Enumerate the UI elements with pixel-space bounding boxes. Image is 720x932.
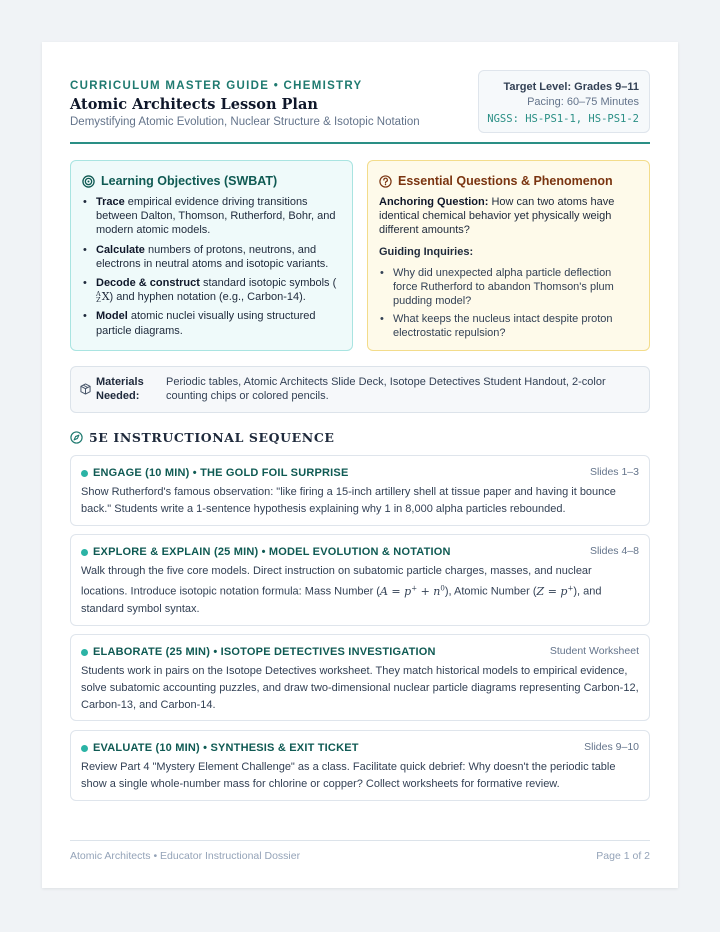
objective-text: ) and hyphen notation (e.g., Carbon-14). xyxy=(109,291,306,304)
objectives-list xyxy=(82,195,341,338)
materials-text: Periodic tables, Atomic Architects Slide Deck, Isotope Detectives Student Handout, 2-color counting chips or colored pencils. xyxy=(166,376,606,403)
formula-symbol: n xyxy=(433,584,441,598)
question-icon xyxy=(379,175,392,188)
anchoring-label: Anchoring Question: xyxy=(379,196,489,208)
objective-text: standard isotopic symbols ( xyxy=(199,277,337,290)
essential-questions-card xyxy=(367,160,650,351)
step-title: EXPLORE & EXPLAIN (25 MIN) • MODEL EVOLUTION & NOTATION xyxy=(93,546,451,558)
formula-symbol: A xyxy=(379,584,388,598)
page-footer xyxy=(70,840,650,864)
formula-symbol: p xyxy=(404,584,412,598)
step-reference: Slides 9–10 xyxy=(584,741,639,753)
compass-icon xyxy=(70,431,83,444)
list-item xyxy=(82,243,341,271)
step-body-text: ), and standard symbol syntax. xyxy=(81,585,602,615)
objective-text: atomic nuclei visually using structured particle diagrams. xyxy=(96,310,316,337)
objective-verb: Trace xyxy=(96,196,125,208)
step-title: ENGAGE (10 MIN) • THE GOLD FOIL SURPRISE xyxy=(93,467,349,479)
list-item xyxy=(82,195,341,238)
guiding-list xyxy=(379,266,638,341)
questions-heading xyxy=(379,172,638,190)
materials-box xyxy=(70,366,650,413)
target-level: Target Level: Grades 9–11 xyxy=(503,81,639,93)
page-number: Page 1 of 2 xyxy=(596,850,650,862)
objectives-heading-text: Learning Objectives (SWBAT) xyxy=(101,174,278,188)
target-info-box xyxy=(478,70,650,133)
guiding-label: Guiding Inquiries: xyxy=(379,245,474,258)
step-dot xyxy=(81,649,88,656)
materials-label-line1: Materials xyxy=(96,376,144,388)
formula-operator: + xyxy=(417,584,434,598)
eyebrow-label: CURRICULUM MASTER GUIDE • CHEMISTRY xyxy=(70,80,363,92)
sequence-heading xyxy=(70,428,335,446)
materials-label xyxy=(96,375,144,403)
overview-cards xyxy=(70,160,650,351)
isotope-numbers xyxy=(96,291,101,303)
objective-verb: Calculate xyxy=(96,243,145,256)
list-item xyxy=(82,276,341,304)
objective-verb: Model xyxy=(96,310,128,323)
step-header xyxy=(81,544,639,560)
list-item: • What keeps the nucleus intact despite proton electrostatic repulsion? xyxy=(379,312,638,340)
formula-operator: = xyxy=(544,584,561,598)
objective-text: empirical evidence driving transitions between Dalton, Thomson, Rutherford, Bohr, and modern atomic models. xyxy=(96,196,336,237)
list-item: • Why did unexpected alpha particle deflection force Rutherford to abandon Thomson's plum pudding model? xyxy=(379,266,638,309)
materials-label-line2: Needed: xyxy=(96,390,140,402)
step-body: Review Part 4 "Mystery Element Challenge" as a class. Facilitate quick debrief: Why doesn't the periodic table show a single whole-number mass for chlorine or copper? Collect worksheets for formative review. xyxy=(81,761,616,790)
pacing: Pacing: 60–75 Minutes xyxy=(527,96,639,108)
step-dot xyxy=(81,745,88,752)
formula-operator: = xyxy=(387,584,405,598)
atomic-number-formula xyxy=(537,585,574,598)
learning-objectives-card xyxy=(70,160,353,351)
page-title: Atomic Architects Lesson Plan xyxy=(70,96,318,113)
mass-number: A xyxy=(96,290,101,299)
footer-left: Atomic Architects • Educator Instructional Dossier xyxy=(70,850,301,862)
objective-verb: Decode & construct xyxy=(96,277,200,290)
step-dot xyxy=(81,549,88,556)
box-icon xyxy=(80,383,91,395)
step-explore-explain xyxy=(70,534,650,626)
element-symbol: X xyxy=(101,290,110,304)
step-body xyxy=(81,563,639,618)
ngss-standards: NGSS: HS-PS1-1, HS-PS1-2 xyxy=(487,113,639,125)
step-title: EVALUATE (10 MIN) • SYNTHESIS & EXIT TICKET xyxy=(93,742,359,754)
step-engage xyxy=(70,455,650,526)
questions-heading-text: Essential Questions & Phenomenon xyxy=(398,174,613,188)
formula-symbol: p xyxy=(560,584,568,598)
step-reference: Student Worksheet xyxy=(549,645,639,657)
step-title: ELABORATE (25 MIN) • ISOTOPE DETECTIVES INVESTIGATION xyxy=(93,646,436,658)
page-subtitle: Demystifying Atomic Evolution, Nuclear Structure & Isotopic Notation xyxy=(70,116,420,128)
sequence-heading-text: 5E INSTRUCTIONAL SEQUENCE xyxy=(89,429,335,445)
formula-superscript: + xyxy=(411,584,418,592)
list-item xyxy=(82,309,341,337)
step-body: Students work in pairs on the Isotope Detectives worksheet. They match historical models to empirical evidence, solve subatomic accounting puzzles, and draw two-dimensional nuclear particle diagrams representing Carbon-12, Carbon-13, and Carbon-14. xyxy=(81,665,639,711)
objectives-heading xyxy=(82,172,341,190)
mass-number-formula xyxy=(380,585,445,598)
step-header xyxy=(81,740,639,756)
page-header xyxy=(70,70,650,144)
step-elaborate xyxy=(70,634,650,721)
step-header xyxy=(81,465,639,481)
atomic-number: Z xyxy=(96,296,101,305)
step-body-text: Walk through the five core models. Direct instruction on subatomic particle charges, masses, and nuclear locations. Introduce isotopic notation formula: Mass Number ( xyxy=(81,565,592,598)
anchoring-question xyxy=(379,195,638,238)
page-content xyxy=(70,70,650,862)
step-reference: Slides 4–8 xyxy=(589,545,639,557)
objective-text: numbers of protons, neutrons, and electrons in neutral atoms and isotopic variants. xyxy=(96,243,329,270)
step-body-text: ), Atomic Number ( xyxy=(444,585,537,598)
formula-superscript: + xyxy=(567,584,574,592)
formula-symbol: Z xyxy=(536,584,545,598)
step-evaluate xyxy=(70,730,650,801)
isotope-symbol xyxy=(96,290,110,303)
step-reference: Slides 1–3 xyxy=(589,466,639,478)
step-header xyxy=(81,644,639,660)
formula-superscript: 0 xyxy=(440,584,445,592)
step-dot xyxy=(81,470,88,477)
anchoring-text: How can two atoms have identical chemical behavior yet physically weigh different amounts? xyxy=(379,196,615,237)
document-page xyxy=(42,42,678,888)
target-icon xyxy=(82,175,95,188)
step-body: Show Rutherford's famous observation: "like firing a 15-inch artillery shell at tissue paper and having it bounce back." Students write a 1-sentence hypothesis explaining why 1 in 8,000 alpha particles rebounded. xyxy=(81,486,616,515)
